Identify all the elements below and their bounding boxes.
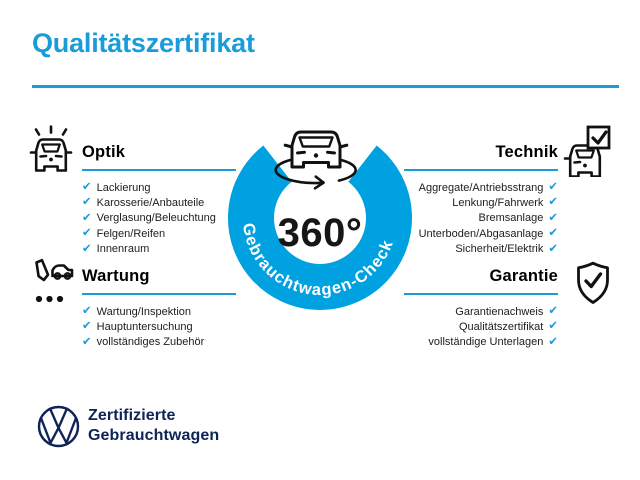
dot bbox=[36, 296, 42, 302]
checklist-item bbox=[82, 226, 236, 241]
headlight-left bbox=[298, 152, 305, 153]
check-icon: ✔ bbox=[82, 211, 92, 224]
item-label: Lackierung bbox=[96, 181, 151, 194]
checklist-item bbox=[82, 319, 236, 334]
item-label: Wartung/Inspektion bbox=[96, 305, 192, 318]
item-label: vollständiges Zubehör bbox=[96, 336, 205, 349]
check-icon: ✔ bbox=[548, 180, 558, 193]
item-label: vollständige Unterlagen bbox=[428, 336, 544, 349]
headlight-left bbox=[41, 156, 47, 157]
car-checkbox-icon bbox=[561, 125, 613, 177]
car-shine-icon bbox=[27, 125, 75, 177]
checklist-garantie bbox=[404, 304, 558, 350]
checklist-optik bbox=[82, 180, 236, 257]
vw-logo bbox=[36, 404, 81, 449]
360-check-graphic bbox=[215, 110, 425, 325]
windshield bbox=[42, 145, 60, 152]
item-label: Bremsanlage bbox=[478, 212, 544, 225]
check-icon: ✔ bbox=[548, 320, 558, 333]
checkbox bbox=[588, 127, 609, 148]
check-icon: ✔ bbox=[548, 196, 558, 209]
shine-line bbox=[63, 130, 66, 135]
item-label: Qualitätszertifikat bbox=[458, 321, 544, 334]
pencil-car-checklist-icon bbox=[26, 257, 74, 305]
check-icon: ✔ bbox=[82, 180, 92, 193]
headlight-right bbox=[328, 152, 335, 153]
emblem-dot bbox=[314, 153, 318, 157]
item-label: Innenraum bbox=[96, 243, 150, 256]
item-label: Sicherheit/Elektrik bbox=[455, 243, 544, 256]
brand-claim bbox=[88, 406, 219, 446]
checklist-wartung bbox=[82, 304, 236, 350]
emblem-dot bbox=[583, 164, 587, 168]
checklist-item bbox=[404, 195, 558, 210]
checklist-item bbox=[404, 180, 558, 195]
check-icon: ✔ bbox=[82, 227, 92, 240]
mirror-left bbox=[285, 145, 292, 147]
check-icon: ✔ bbox=[548, 335, 558, 348]
check-icon: ✔ bbox=[548, 227, 558, 240]
check-icon: ✔ bbox=[548, 304, 558, 317]
headlight-left bbox=[575, 162, 581, 163]
shield-check bbox=[586, 274, 601, 287]
item-label: Garantienachweis bbox=[455, 305, 544, 318]
headlight-right bbox=[56, 156, 62, 157]
emblem-dot bbox=[49, 158, 53, 162]
check-icon: ✔ bbox=[82, 242, 92, 255]
shield-check-icon bbox=[573, 260, 613, 306]
item-label: Lenkung/Fahrwerk bbox=[452, 197, 544, 210]
checklist-item bbox=[82, 304, 236, 319]
mirror-right bbox=[340, 145, 347, 147]
dot bbox=[57, 296, 63, 302]
checklist-item bbox=[404, 304, 558, 319]
section-title-technik: Technik bbox=[404, 143, 558, 171]
check-icon: ✔ bbox=[82, 196, 92, 209]
checklist-item bbox=[82, 180, 236, 195]
dot bbox=[46, 296, 52, 302]
check-icon: ✔ bbox=[82, 320, 92, 333]
checklist-item bbox=[404, 335, 558, 350]
item-label: Verglasung/Beleuchtung bbox=[96, 212, 216, 225]
section-title-optik: Optik bbox=[82, 143, 236, 171]
check-icon: ✔ bbox=[548, 242, 558, 255]
shine-line bbox=[36, 130, 39, 135]
vw-logo-w bbox=[41, 418, 76, 443]
car-rotation-icon bbox=[276, 132, 356, 188]
checklist-technik bbox=[404, 180, 558, 257]
windshield bbox=[576, 151, 594, 158]
section-optik bbox=[82, 143, 236, 257]
brand-claim-line2: Gebrauchtwagen bbox=[88, 427, 220, 444]
section-technik bbox=[404, 143, 558, 257]
check-icon: ✔ bbox=[82, 335, 92, 348]
page-title: Qualitätszertifikat bbox=[32, 28, 255, 58]
checklist-item bbox=[82, 195, 236, 210]
title-divider bbox=[32, 85, 619, 88]
check-icon: ✔ bbox=[82, 304, 92, 317]
item-label: Aggregate/Antriebsstrang bbox=[418, 181, 544, 194]
section-title-garantie: Garantie bbox=[404, 267, 558, 295]
section-wartung bbox=[82, 267, 236, 350]
item-label: Felgen/Reifen bbox=[96, 227, 166, 240]
item-label: Unterboden/Abgasanlage bbox=[418, 227, 544, 240]
section-title-wartung: Wartung bbox=[82, 267, 236, 295]
ring-label: Gebrauchtwagen-Check bbox=[238, 221, 397, 300]
vw-logo-v bbox=[50, 409, 66, 428]
check-icon: ✔ bbox=[548, 211, 558, 224]
checklist-item bbox=[82, 242, 236, 257]
section-garantie bbox=[404, 267, 558, 350]
brand-claim-line1: Zertifizierte bbox=[88, 407, 176, 424]
checklist-item bbox=[82, 335, 236, 350]
pencil bbox=[37, 260, 49, 280]
degree-label: 360° bbox=[277, 211, 363, 255]
checklist-item bbox=[404, 211, 558, 226]
item-label: Karosserie/Anbauteile bbox=[96, 197, 205, 210]
checklist-item bbox=[404, 226, 558, 241]
checklist-item bbox=[404, 319, 558, 334]
checklist-item bbox=[404, 242, 558, 257]
checklist-item bbox=[82, 211, 236, 226]
item-label: Hauptuntersuchung bbox=[96, 321, 193, 334]
